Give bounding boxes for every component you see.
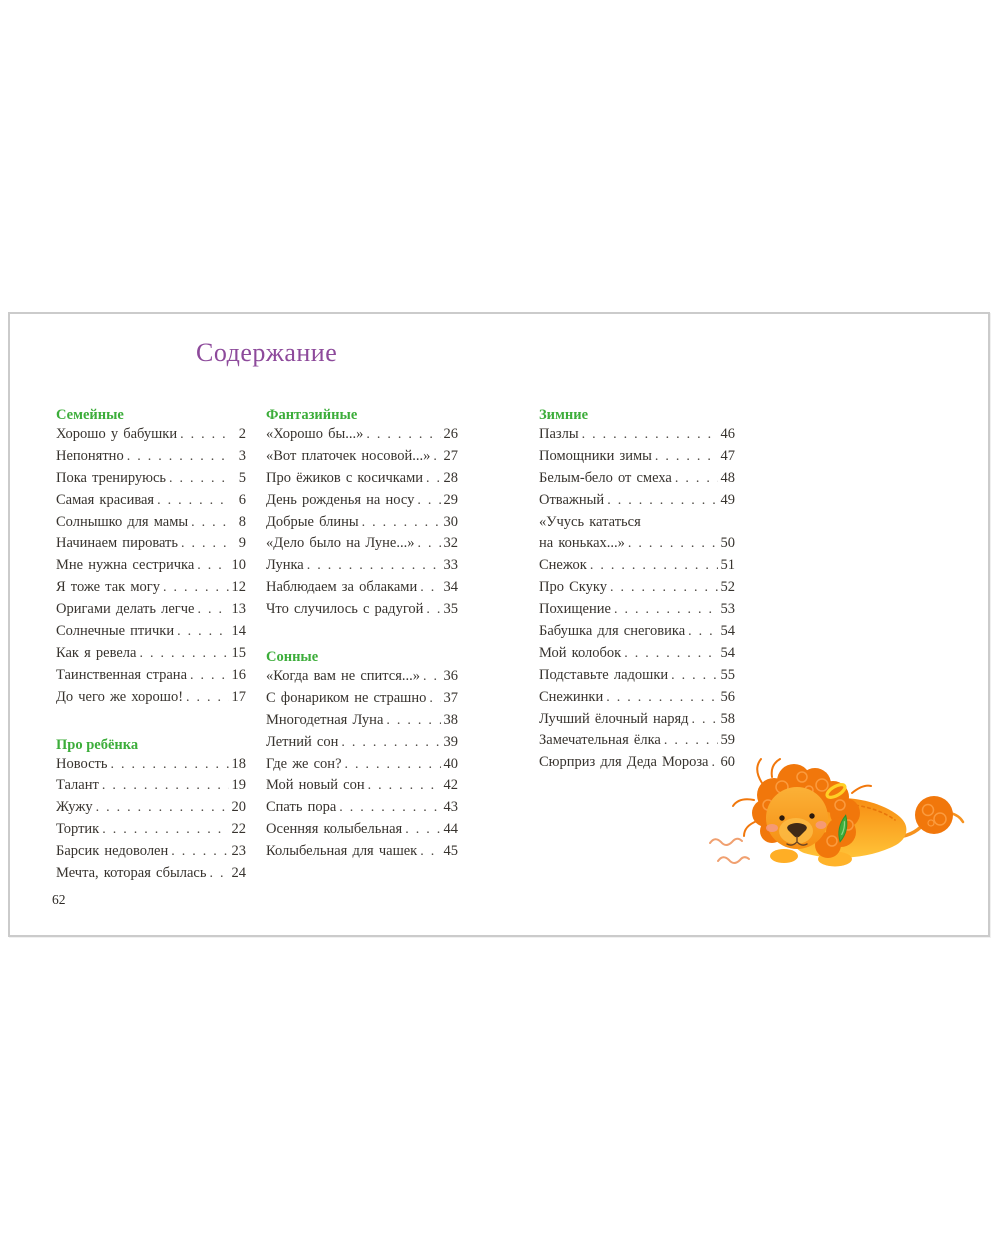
toc-entry — [539, 535, 735, 557]
toc-leader-dots — [614, 601, 718, 618]
toc-leader-dots — [420, 579, 440, 596]
toc-entry-title: День рожденья на носу — [266, 491, 415, 508]
toc-entry — [56, 448, 246, 470]
toc-leader-dots — [362, 514, 441, 531]
toc-entry-page: 28 — [443, 469, 458, 486]
toc-leader-dots — [692, 711, 718, 728]
toc-entry — [56, 667, 246, 689]
toc-entry-title: Похищение — [539, 601, 611, 618]
toc-entry — [266, 821, 458, 843]
lion-illustration — [702, 755, 970, 887]
toc-entry — [539, 492, 735, 514]
toc-entry-page: 3 — [238, 447, 246, 464]
toc-entry-title: Жужу — [56, 799, 93, 816]
toc-leader-dots — [171, 843, 228, 860]
toc-entry-title: Солнышко для мамы — [56, 513, 189, 530]
toc-entry — [56, 623, 246, 645]
toc-leader-dots — [405, 821, 440, 838]
toc-leader-dots — [628, 535, 718, 552]
toc-leader-dots — [671, 667, 717, 684]
toc-entry — [266, 557, 458, 579]
toc-entry-page: 19 — [231, 777, 246, 794]
toc-leader-dots — [423, 668, 440, 685]
toc-entry-page: 12 — [231, 579, 246, 596]
toc-entry-title: С фонариком не страшно — [266, 689, 427, 706]
toc-leader-dots — [688, 623, 717, 640]
toc-leader-dots — [157, 492, 229, 509]
toc-entry-page: 20 — [231, 799, 246, 816]
toc-entry — [539, 645, 735, 667]
toc-entry — [56, 689, 246, 711]
toc-entry-title: Бабушка для снеговика — [539, 623, 686, 640]
toc-entry-page: 58 — [720, 710, 735, 727]
toc-leader-dots — [386, 712, 440, 729]
toc-entry — [539, 448, 735, 470]
toc-entry-title: Про ёжиков с косичками — [266, 469, 424, 486]
toc-entry-title: Где же сон? — [266, 755, 342, 772]
toc-entry — [56, 777, 246, 799]
toc-entry-page: 18 — [231, 755, 246, 772]
toc-entry-page: 40 — [443, 755, 458, 772]
toc-leader-dots — [177, 623, 228, 640]
toc-entry-title: «Учусь кататься — [539, 513, 641, 530]
toc-leader-dots — [368, 777, 441, 794]
toc-entry-page: 15 — [231, 644, 246, 661]
toc-entry-title: Самая красивая — [56, 491, 155, 508]
toc-entry-page: 42 — [443, 777, 458, 794]
toc-entry — [56, 601, 246, 623]
toc-entry — [266, 426, 458, 448]
toc-entry-title: «Вот платочек носовой...» — [266, 447, 431, 464]
toc-leader-dots — [102, 821, 228, 838]
toc-entry — [266, 756, 458, 778]
toc-entry-page: 14 — [231, 623, 246, 640]
contents-page — [8, 312, 990, 937]
toc-entry-page: 49 — [720, 491, 735, 508]
toc-entry-title: Про Скуку — [539, 579, 607, 596]
toc-entry — [266, 799, 458, 821]
toc-leader-dots — [197, 557, 228, 574]
toc-entry-title: Снежинки — [539, 688, 604, 705]
toc-entry-page: 24 — [231, 865, 246, 882]
toc-entry-page: 34 — [443, 579, 458, 596]
toc-leader-dots — [96, 799, 229, 816]
toc-entry-title: Отважный — [539, 491, 605, 508]
toc-entry-title: Замечательная ёлка — [539, 732, 661, 749]
toc-entry — [266, 470, 458, 492]
toc-entry-title: Что случилось с радугой — [266, 601, 424, 618]
toc-leader-dots — [339, 799, 440, 816]
section-heading: Про ребёнка — [56, 736, 139, 753]
toc-leader-dots — [420, 843, 440, 860]
toc-entry-title: Колыбельная для чашек — [266, 843, 418, 860]
toc-entry — [539, 623, 735, 645]
toc-entry-title: Оригами делать легче — [56, 601, 195, 618]
toc-entry — [56, 470, 246, 492]
toc-entry-title: на коньках...» — [539, 535, 625, 552]
toc-leader-dots — [127, 448, 229, 465]
toc-entry-page: 16 — [231, 666, 246, 683]
toc-entry-title: Наблюдаем за облаками — [266, 579, 418, 596]
toc-entry-page: 48 — [720, 469, 735, 486]
toc-leader-dots — [341, 734, 440, 751]
toc-entry-page: 53 — [720, 601, 735, 618]
toc-entry-title: Мой новый сон — [266, 777, 365, 794]
squiggle-line — [718, 857, 749, 863]
toc-entry-title: «Хорошо бы...» — [266, 426, 364, 442]
toc-entry — [56, 557, 246, 579]
toc-entry-page: 26 — [443, 426, 458, 442]
toc-entry-page: 36 — [443, 668, 458, 685]
toc-entry-page: 23 — [231, 843, 246, 860]
toc-column-3 — [539, 404, 735, 776]
toc-entry — [539, 557, 735, 579]
toc-leader-dots — [590, 557, 718, 574]
toc-leader-dots — [180, 426, 229, 443]
toc-entry-page: 35 — [443, 601, 458, 618]
toc-entry-page: 32 — [443, 535, 458, 552]
toc-leader-dots — [675, 470, 718, 487]
lion-eye — [779, 815, 784, 820]
toc-entry-title: Как я ревела — [56, 644, 137, 661]
squiggle-line — [710, 839, 742, 845]
toc-entry-title: Добрые блины — [266, 513, 359, 530]
toc-entry — [266, 448, 458, 470]
toc-entry-page: 52 — [720, 579, 735, 596]
toc-entry — [539, 514, 735, 536]
toc-leader-dots — [582, 426, 718, 443]
toc-entry-page: 50 — [720, 535, 735, 552]
lion-eye — [809, 813, 814, 818]
toc-entry-page: 27 — [443, 447, 458, 464]
toc-leader-dots — [186, 689, 228, 706]
toc-entry-title: Таинственная страна — [56, 666, 188, 683]
toc-entry — [56, 756, 246, 778]
toc-entry-title: Осенняя колыбельная — [266, 821, 403, 838]
toc-entry-page: 17 — [231, 688, 246, 705]
toc-entry-title: «Дело было на Луне...» — [266, 535, 415, 552]
toc-leader-dots — [417, 535, 440, 552]
toc-entry — [266, 535, 458, 557]
toc-entry-page: 22 — [231, 821, 246, 838]
toc-leader-dots — [606, 689, 717, 706]
toc-entry — [266, 579, 458, 601]
toc-entry — [266, 712, 458, 734]
section-heading: Семейные — [56, 407, 124, 423]
toc-leader-dots — [110, 756, 228, 773]
toc-entry — [266, 734, 458, 756]
toc-leader-dots — [169, 470, 229, 487]
toc-entry — [539, 732, 735, 754]
toc-entry-title: Снежок — [539, 557, 587, 574]
toc-leader-dots — [102, 777, 229, 794]
toc-entry-title: Летний сон — [266, 733, 339, 750]
toc-entry — [56, 514, 246, 536]
toc-column-1 — [56, 404, 246, 887]
toc-entry-title: Мечта, которая сбылась — [56, 865, 207, 882]
toc-entry — [539, 601, 735, 623]
toc-entry-page: 47 — [720, 447, 735, 464]
toc-entry-title: Начинаем пировать — [56, 535, 178, 552]
toc-entry — [56, 535, 246, 557]
toc-leader-dots — [345, 756, 441, 773]
toc-entry — [266, 514, 458, 536]
toc-entry-page: 2 — [238, 426, 246, 442]
section-heading: Зимние — [539, 407, 589, 423]
toc-entry — [266, 668, 458, 690]
toc-leader-dots — [426, 601, 440, 618]
toc-entry-title: Тортик — [56, 821, 100, 838]
toc-leader-dots — [209, 865, 228, 882]
toc-entry — [539, 711, 735, 733]
toc-entry-title: Мне нужна сестричка — [56, 557, 195, 574]
toc-entry-page: 29 — [443, 491, 458, 508]
toc-entry-page: 45 — [443, 843, 458, 860]
toc-entry — [539, 579, 735, 601]
toc-entry-page: 60 — [720, 754, 735, 771]
toc-entry-page: 55 — [720, 666, 735, 683]
toc-entry-page: 54 — [720, 644, 735, 661]
toc-entry-page: 44 — [443, 821, 458, 838]
toc-entry-page: 51 — [720, 557, 735, 574]
toc-entry — [56, 645, 246, 667]
toc-entry — [56, 492, 246, 514]
toc-entry — [266, 601, 458, 623]
toc-entry — [539, 426, 735, 448]
toc-entry-page: 43 — [443, 799, 458, 816]
toc-entry-title: Пазлы — [539, 426, 579, 442]
toc-entry-title: Новость — [56, 755, 108, 772]
toc-entry-page: 56 — [720, 688, 735, 705]
toc-entry-page: 6 — [238, 491, 246, 508]
toc-entry-title: Хорошо у бабушки — [56, 426, 178, 442]
toc-entry — [266, 492, 458, 514]
toc-entry-page: 38 — [443, 711, 458, 728]
toc-entry-title: Мой колобок — [539, 644, 622, 661]
toc-entry-page: 13 — [231, 601, 246, 618]
toc-entry — [56, 579, 246, 601]
toc-leader-dots — [433, 448, 440, 465]
toc-entry-title: Непонятно — [56, 447, 124, 464]
toc-leader-dots — [197, 601, 228, 618]
toc-entry-page: 37 — [443, 689, 458, 706]
toc-entry-title: Помощники зимы — [539, 447, 652, 464]
toc-leader-dots — [426, 470, 440, 487]
toc-entry-page: 59 — [720, 732, 735, 749]
toc-entry-title: Я тоже так могу — [56, 579, 160, 596]
toc-entry — [266, 843, 458, 865]
toc-entry-title: «Когда вам не спится...» — [266, 668, 421, 685]
toc-entry-title: Солнечные птички — [56, 623, 175, 640]
section-heading: Фантазийные — [266, 407, 358, 423]
toc-entry — [266, 777, 458, 799]
toc-entry-page: 10 — [231, 557, 246, 574]
toc-leader-dots — [664, 732, 718, 749]
toc-entry-title: Лунка — [266, 557, 304, 574]
toc-entry — [56, 821, 246, 843]
toc-entry — [266, 690, 458, 712]
section-heading: Сонные — [266, 649, 319, 666]
toc-entry-page: 46 — [720, 426, 735, 442]
toc-entry — [56, 426, 246, 448]
toc-leader-dots — [163, 579, 229, 596]
toc-leader-dots — [181, 535, 229, 552]
toc-leader-dots — [655, 448, 718, 465]
toc-leader-dots — [429, 690, 440, 707]
toc-leader-dots — [607, 492, 717, 509]
toc-entry-page: 39 — [443, 733, 458, 750]
toc-entry-title: Сюрприз для Деда Мороза — [539, 754, 709, 771]
toc-entry — [56, 843, 246, 865]
toc-leader-dots — [307, 557, 441, 574]
toc-entry-title: Подставьте ладошки — [539, 666, 669, 683]
toc-entry-title: Спать пора — [266, 799, 337, 816]
toc-entry-page: 9 — [238, 535, 246, 552]
toc-entry-page: 30 — [443, 513, 458, 530]
toc-entry-title: До чего же хорошо! — [56, 688, 184, 705]
toc-leader-dots — [191, 514, 229, 531]
toc-entry-title: Пока тренируюсь — [56, 469, 167, 486]
toc-entry-page: 8 — [238, 513, 246, 530]
toc-column-2 — [266, 404, 458, 865]
toc-leader-dots — [190, 667, 228, 684]
toc-leader-dots — [417, 492, 440, 509]
folio-page-number: 62 — [52, 892, 66, 907]
toc-entry-page: 54 — [720, 623, 735, 640]
toc-entry-title: Лучший ёлочный наряд — [539, 710, 689, 727]
toc-entry — [539, 470, 735, 492]
toc-leader-dots — [366, 426, 440, 443]
toc-entry-title: Белым-бело от смеха — [539, 469, 672, 486]
toc-leader-dots — [624, 645, 717, 662]
page-title: Содержание — [196, 338, 338, 367]
toc-leader-dots — [139, 645, 228, 662]
toc-entry — [56, 865, 246, 887]
toc-entry — [539, 689, 735, 711]
toc-entry-title: Барсик недоволен — [56, 843, 169, 860]
toc-entry — [539, 667, 735, 689]
toc-entry-title: Талант — [56, 777, 99, 794]
toc-entry-page: 33 — [443, 557, 458, 574]
toc-entry-page: 5 — [238, 469, 246, 486]
toc-entry — [56, 799, 246, 821]
toc-entry-title: Многодетная Луна — [266, 711, 384, 728]
toc-leader-dots — [610, 579, 718, 596]
